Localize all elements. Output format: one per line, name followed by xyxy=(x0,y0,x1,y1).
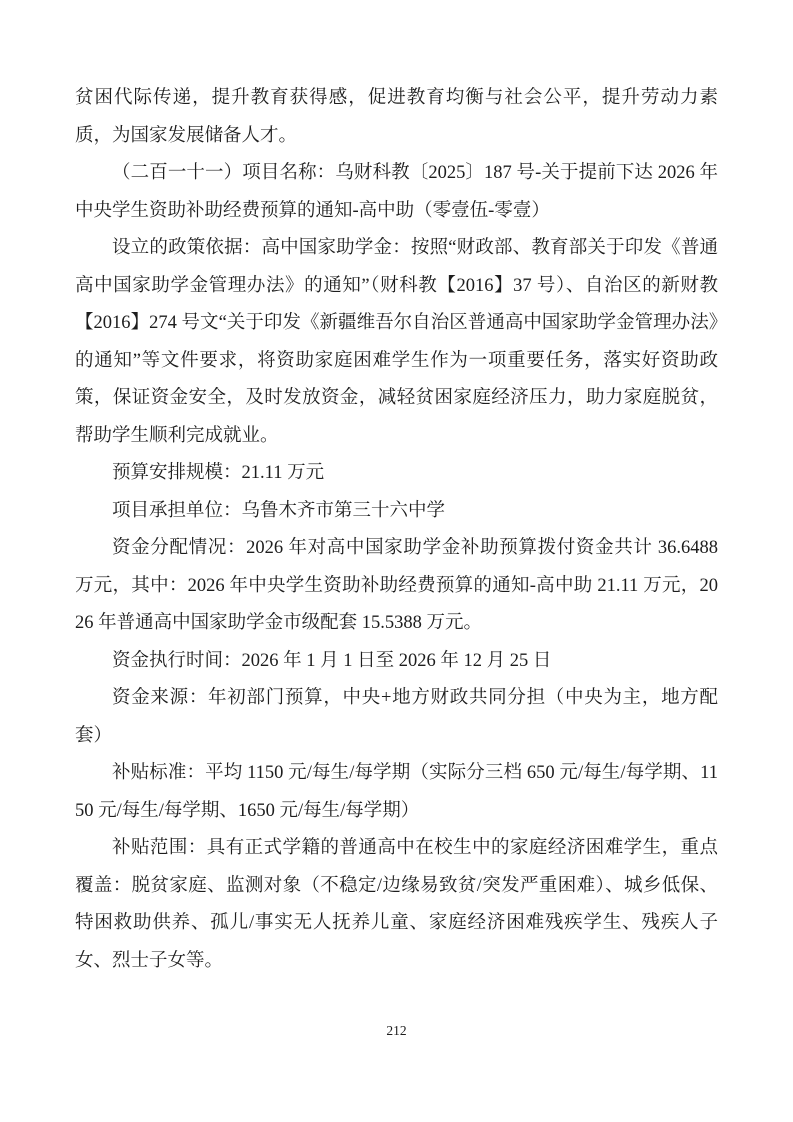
page-footer xyxy=(0,1023,793,1039)
paragraph-subsidy-standard: 补贴标准：平均 1150 元/每生/每学期（实际分三档 650 元/每生/每学期、1150 元/每生/每学期、1650 元/每生/每学期） xyxy=(75,763,718,821)
paragraph-continuation-poverty-transmission: 贫困代际传递，提升教育获得感，促进教育均衡与社会公平，提升劳动力素质，为国家发展储备人才。 xyxy=(75,88,718,146)
paragraph-budget-scale: 预算安排规模：21.11 万元 xyxy=(112,463,325,483)
paragraph-policy-basis: 设立的政策依据：高中国家助学金：按照“财政部、教育部关于印发《普通高中国家助学金管理办法》的通知”（财科教【2016】37 号）、自治区的新财教【2016】274 号文“关于印发《新疆维吾尔自治区普通高中国家助学金管理办法》的通知”等文件要求，将资助家庭困难学生作为一项重要任务，落实好资助政策，保证资金安全，及时发放资金，减轻贫困家庭经济压力，助力家庭脱贫，帮助学生顺利完成就业。 xyxy=(75,238,718,446)
paragraph-project-name-211: （二百一十一）项目名称：乌财科教〔2025〕187 号-关于提前下达 2026 年中央学生资助补助经费预算的通知-高中助（零壹伍-零壹） xyxy=(75,163,718,221)
paragraph-undertaking-unit: 项目承担单位：乌鲁木齐市第三十六中学 xyxy=(112,500,446,521)
document-body xyxy=(75,80,718,980)
paragraph-fund-source: 资金来源：年初部门预算，中央+地方财政共同分担（中央为主，地方配套） xyxy=(75,688,718,746)
paragraph-subsidy-scope: 补贴范围：具有正式学籍的普通高中在校生中的家庭经济困难学生，重点覆盖：脱贫家庭、监测对象（不稳定/边缘易致贫/突发严重困难）、城乡低保、特困救助供养、孤儿/事实无人抚养儿童、家庭经济困难残疾学生、残疾人子女、烈士子女等。 xyxy=(75,838,718,971)
paragraph-fund-allocation: 资金分配情况：2026 年对高中国家助学金补助预算拨付资金共计 36.6488 万元，其中：2026 年中央学生资助补助经费预算的通知-高中助 21.11 万元，2026 年普通高中国家助学金市级配套 15.5388 万元。 xyxy=(75,538,718,633)
page-number: 212 xyxy=(386,1023,407,1038)
paragraph-fund-execution-time: 资金执行时间：2026 年 1 月 1 日至 2026 年 12 月 25 日 xyxy=(112,650,552,671)
